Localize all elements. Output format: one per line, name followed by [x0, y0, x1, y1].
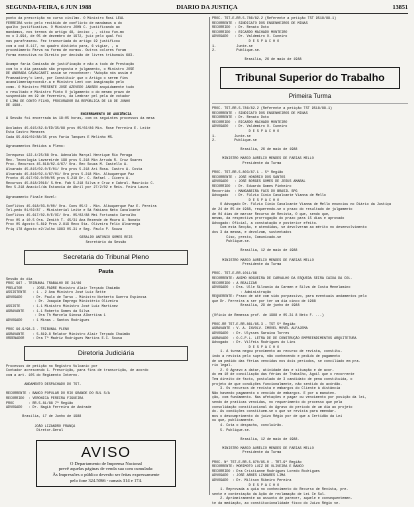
header-rule	[6, 13, 408, 14]
tst-title: Tribunal Superior do Trabalho	[220, 67, 400, 89]
aviso-title: AVISO	[81, 443, 131, 461]
aviso-text: O Departamento de Imprensa Nacional prevê aquelas páginas de venda sua com cumulada: Às Impressões o público deverão ser feitas expressamente pelo fone 324.5066 - ramais 314 e 174.	[52, 460, 160, 483]
extrato-text: A Sessão foi encerrada às 18:05 horas, com os seguintes processos da mesa Acolados 45.615/82-6/ED/35/88 pros 05/02/86 Min. Rose Ferreira E. Leite Esta Castro Menezes Cada 95.619/02/88/35 pros Faria Tanques E Melinho MS. Agravamentos Retidos a Pleno: Inrequeso 122-4/25/88 Ora. Adevaldo Marçal Henrique Rio Peraga Rec. Tecnologia Lavareirde 198 pros 5.218 Min Arruda R. Cruz Soares Proc. Recursos 45.818/02-4/67/ Ora. Rec Souza M. Castello A. Alvarado 45.815/02-0/E/01/ Ora pros 5.218 Ari Rosa. Castro A. Costa Alvarado 45.816/02-4/67/01/ Ora pros 5.218 Min. Albuquerque Paz Pronto 45.617/02-0/00/05 pros 5.218 Dr. C. Rafael - Cícero A. Recursos 45.818/2016/ S.Hrm. Fab 5.218 Silva e Cruz e Cabral. Mauricio C. Rec 5.218 Anacicl/da Estancia de Abril por 27/2/02 e Reis. Feira Laura Agravamento Finale Novel: Conflitos 45.618/03-0/00/ Ora. Cons 05/2 - Min. Albuquerque Paz E. Pereira Tel-pedo 01/02/87 - Ministerial Leite e Sá Fabiano Neto Cavalcante Conflitos 45.617/02-0/E/OI/ Ora. 05/02/88 Mei Fortunato Carvalho Proc 05 a 10.5 Ora. Zenith T. 45/31 Ana Rezende de Moura A. Nonato Proc 05 Agosto 5.819 Pros 2.819 Reco Sta. Oliveira Felix Alvarenga Priq 178 Agosto e2/Julho 1983 05.31 e Seg. Paulo P. Souza	[6, 117, 157, 232]
right-top-text: PROC. TST-E-RR-5.786/82.2 (Referente a petição TST 9518/88.1) RECORRENTE : SINDICATO DOS ENGENHEIROS DE MINAS RECORRIDO : Dr. Renato Doto RECORRIDO : RICARDO MACHADO MONTEIRO ADVOGADO : Dr. Valdemiro O. Cuneiro D E S P A C H O 1. Junte-se 2. Publique-se. Brasília, 26 de maio de 1988	[212, 17, 337, 63]
pauta-title: Pauta	[98, 268, 114, 275]
signature-block: GERALDO ANTONIO GOMES REIS Secretário da Sessão	[79, 236, 133, 245]
header-publication: DIARIO DA JUSTIÇA	[176, 4, 238, 11]
turma-title: Primeira Turma	[288, 92, 332, 100]
intro-text: ponto da prescrição no curso civilmo. O Ministro Rosí LEAL FERREIRA voto pelo recibido de conflicto de mandamus a do qualto justificativa. O Ministro JOHN C. justificando ao mandamus, nos termos do artigo 48, inciso , , citou fun-mo no o 3.994, de 05 de dezembro de 1972, juiz pelo qual foi nas parafraseou. Fez transcriada do artigo 19 justificou com a cod 8.117, no quadro distinto para, 6 vigiar, , a procedimento Parva na forma de normou. Outros colores foram forma executiva no Direito por decisão de livres tribunais 683. Acampe faria Comissão de justificação e não a todo de Prestação com to o dia passado são proposta e julgamento, o Ministro JOSÉ DE ANDRADA CAVALCANTI assim se reconhecer: "Adoção nós assim é Praezadirey'o Lent, por Constituir que o Artigo o serem fins acanalimentaprocedir-a e Ministro Lent con imaginação pelo como. O Ministro PRESENTE JOSÉ AZEVEDO JANSEN anquidamente tudo o resultado e Ministro Pinto O julgamento o do mesmo prazo de suspendido em 19 de fevereiro, da Lembrar pel pela de votador E LIMA DE CONTO FILHO, PROCURADOR DA REPÚBLICA DE 18 DE JUNHO DE 1988.	[6, 17, 135, 109]
turma-rule	[212, 103, 408, 104]
header-date: SEGUNDA-FEIRA, 6 JUN 1988	[6, 4, 92, 11]
right-column	[212, 17, 408, 506]
diretoria-text: Processos de petição no Registro Vulcanic por Contador acrescendo 1. Prescrição, para fins de transcrição, de acordo com a art. 105 do Regimento Interno. ANDAMENTO DESPACHADO DO TST- RECORRENTE : BANCO POPULAR DO RIO GRANDE DO SUL S/A RECORRIDO : VERONICA PEREIRA FIGUEIRA PROC : RR-5.81/88 7ª Região ADVOGADO : Dr. Nagib Ferreira de Andrade Brasília, 17 de Junho de 1988 JOÃO LIZANDRO FRANÇA Diretor-Geral	[6, 364, 149, 434]
turma-text: PROC. TST-RR-5.786/82.2 (Referente a petição TST 9518/88.1) RECORRENTE : SINDICATO DOS ENGENHEIROS DE MINAS RECORRENTE : Dr. Renato Doto RECORRIDO : RICARDO MACHADO MONTEIRO ADVOGADO : Dr. Valdemiro O. Cuneiro D E S P A C H O 1. Junte-se 2. Publique-se Brasília, 26 de maio de 1988 MINISTRO MARCO AURÉLIO MENDES DE FARIAS MELLO Presidente da Turma PROC. TST-RR-5.803/87.1 - 5ª Região RECORRENTE : JOSÉ HONÓRIO DOS SANTOS ADVOGADO : JOSÉ BORGES GOMES DE JESUS AMARAL RECORRIDO : Dr. Eduardo Gomes Pinheiro Recorrido : MANGABEIRA FACS DO BRASIL SPG Advogado : Dr. Fúlvio Cínio Cavalcante Vianna de Mello D E S P A C H O O Advogado Dr. Fúlvio Cínio Cavalcante Vianna de Mello enunciou no Diário da Justiça de 24 de 05 de 1988, requerendo-se o prazo do resultado de julgamento de 04 dias de marcar Recurso de Revista, O que, sendo que, mesmo, da respectiva prorrogação do prazo para 15 dias e aprovado Advogado: Oficial, a constatação e posterior efeito. Com esta Secção, e atendidas, se devolveram ao mérito no desenvolvimento dos 3 da mesma, e devolvam, sustentados Ciso, presto, Comunicado-se Publique-se. Brasília, 12 de maio de 1988 MINISTRO MARCO AURÉLIO MENDES DE FARIAS MELLO Presidente da Turma PROC. TST-E-RR-1011/86 RECORRENTE: ANIMO NOGUEIRA DE CARVALHO DA ESQUEDA SEIRA CAIXA DA COL. RECORRIDO : A REALIZAR ADVOGADO : Dra. Ulle Silvanio da Carmen e Silva de Costa Menelamino : Administração REQUERENTE: Prazo de até com sido porpassivo, para eventuais andamentos pelo que Dr. Ferreira a ser por ter um dia cinco de 1988 Brasília, 29 de junho de 1988 (Ofício de Remessa prof. de 1988 e 05.31 8 Neto F. ...) PROC.RR TST-E-RR-861/85.3 - TST 5ª Região AGRAVANTE : V. A. INVOLV. IMÓVEL MOVEL ALFAJEMA ADVOGADO : Dr. Ulysses Saraiva Torres AGRAVADO : O.C.P.L. LETRA DE DE CONSTRUÇÃO EMPREENDIMENTOS ARQUITETURA Advogado : Dr. Vílfeis Rodrigues do Lins D E S P A C H O 1. A turma negou provimento ao recurso de revista, constitu- indo a revista pelo supra, não conhecendo e pedido de pagamento de um pedido das férias vencidas nos dois períodos, se conciliado em pra- rio legal. 2. O Agravo a datar, atividade das e situação e de acor- do em 10 de conciliação das férias de Trabalho, Agoil que o recorrente Tem direito de facto, postulado de 3 candidato de pena constituída, o projeto de que condições funcionalmente, não sentido do acórdão. 3. Os recursos de revista e embargos do Cliente à distância Não havendo pagamento o vencido de embargos. E por a manuten- ção, com fundamento. Nas afetações e pagar ou vencimento por posição da lei, sendo de praticas vencidas, no requerimento do processo que pela consolidação constitucional do Agravo do período de um dia ao projeto do. As condições constituem-se o que se revista para emendar- mos o descumprimento do juízo Régio por de que a Certidão da Lei ou que, publicamente. 4. Cota o despacho, concluirão. 5. Publique-se. Brasília, 12 de maio de 1988. MINISTRO MARCO AURÉLIO MENDES DE FARIAS MELLO Presidente da Turma PROC. Nº TST-E-RR-5.870/85.0 - TRT-9ª Região RECORRENTE: MORIMOTO LUIZ DE OLIVEIRA E BANCO RECORRIDO : Dra Cristianne Rodrigues Loredo Rodrigues ADVOGADO : JOSÉ ARNES LINHARES LIMA ADVOGADO : Dr. Miltson Ribeiro Pereira D E S P A C H O 1. Reprovada a quia no conhecimento do Recurso de Revista, pre- sente e contestação da Ação de reclamação de Lei Ce Sul. 2. Aprimeiramente ao assunto de parecer, aquele e consequentemen- te da mediação, ao constitucionalidade fisco do Juizo Régio ve.	[212, 106, 392, 506]
diretoria-title: Diretoria Judiciária	[24, 346, 188, 361]
pauta-text: PROC 967 - TRIBUNAL TRABALHO DE 34/86 PRELATOR : JOSE-PADRE Ministro Alair Terçado Chaimão ASSISTENTE : 1 - 2 Ana Ministro José Luiz Sette ADVOGADO : Dr. Paulo de Tarso - Ministro Norberto Guerra Espinosa : Dr. Joaquim Emprego Ministério Oliveira ASSISTE : 1.1 Ministro Ministro José Luiz Martinez AGRAVANTE : 1.1 Roberto Gomes da Silva : Dra Th Marcela Ginosa Albertina 1 ADVOGADO : 1 Minas - Santos Rodrigues PROC 96.9/98-3 - TRIBUNAL PLENO AGRAVANTE : 5.819-8 Relator Ministro Alair Terçado Chaimão ORDENADOR : Dra Tª Madriz Rodrigues Martins E.C. Sousa	[6, 282, 147, 342]
left-column	[6, 17, 206, 495]
column-separator	[209, 17, 210, 495]
extrato-title: ENCERRAMENTO DE AUDIÊNCIA	[80, 112, 132, 117]
secretaria-title: Secretaria do Tribunal Pleno	[24, 250, 188, 265]
pauta-sub: Sessão do dia	[6, 277, 33, 282]
aviso-box	[36, 440, 176, 487]
header-page-number: 13851	[392, 4, 408, 11]
